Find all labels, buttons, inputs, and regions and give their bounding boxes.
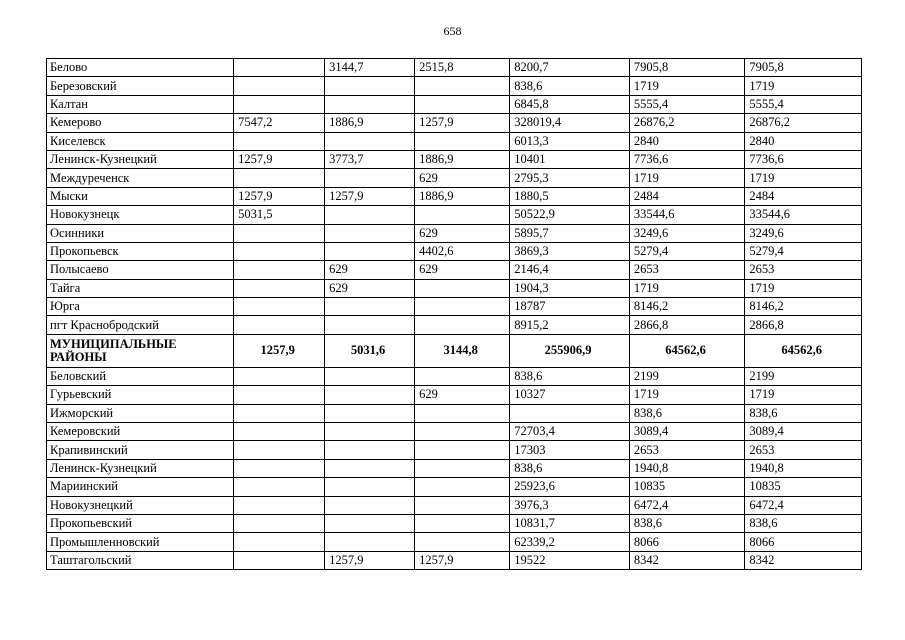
value-cell: 1257,9 (325, 551, 415, 569)
value-cell: 8342 (629, 551, 745, 569)
value-cell: 10835 (629, 478, 745, 496)
value-cell: 8066 (629, 533, 745, 551)
value-cell: 2484 (629, 187, 745, 205)
value-cell: 1886,9 (325, 114, 415, 132)
row-label: Промышленновский (47, 533, 234, 551)
value-cell: 7547,2 (234, 114, 325, 132)
value-cell (325, 423, 415, 441)
value-cell (234, 478, 325, 496)
value-cell: 5279,4 (629, 242, 745, 260)
value-cell (325, 242, 415, 260)
value-cell: 629 (415, 386, 510, 404)
value-cell: 1880,5 (510, 187, 630, 205)
value-cell: 5031,5 (234, 206, 325, 224)
value-cell: 62339,2 (510, 533, 630, 551)
table-row (47, 242, 862, 260)
row-label: Прокопьевск (47, 242, 234, 260)
value-cell (415, 478, 510, 496)
table-row (47, 59, 862, 77)
value-cell (325, 95, 415, 113)
row-label: Осинники (47, 224, 234, 242)
row-label: Таштагольский (47, 551, 234, 569)
value-cell: 2515,8 (415, 59, 510, 77)
value-cell (415, 459, 510, 477)
table-row (47, 334, 862, 367)
value-cell (234, 77, 325, 95)
value-cell (234, 95, 325, 113)
value-cell: 2866,8 (745, 316, 862, 334)
value-cell (325, 298, 415, 316)
value-cell: 2484 (745, 187, 862, 205)
value-cell: 328019,4 (510, 114, 630, 132)
table-row (47, 206, 862, 224)
row-label: Полысаево (47, 261, 234, 279)
value-cell (234, 316, 325, 334)
table-row (47, 132, 862, 150)
value-cell: 72703,4 (510, 423, 630, 441)
value-cell: 3249,6 (629, 224, 745, 242)
page-number: 658 (443, 24, 462, 38)
value-cell (234, 59, 325, 77)
value-cell (325, 459, 415, 477)
value-cell (415, 298, 510, 316)
row-label: МУНИЦИПАЛЬНЫЕ РАЙОНЫ (47, 334, 234, 367)
value-cell (325, 367, 415, 385)
value-cell (415, 367, 510, 385)
value-cell: 2653 (629, 441, 745, 459)
value-cell (234, 367, 325, 385)
value-cell (234, 514, 325, 532)
row-label: Междуреченск (47, 169, 234, 187)
row-label: Ленинск-Кузнецкий (47, 459, 234, 477)
table-row (47, 95, 862, 113)
value-cell: 2199 (745, 367, 862, 385)
value-cell: 3976,3 (510, 496, 630, 514)
value-cell: 838,6 (745, 514, 862, 532)
table-row (47, 367, 862, 385)
value-cell (325, 132, 415, 150)
value-cell (234, 261, 325, 279)
row-label: Новокузнецкий (47, 496, 234, 514)
value-cell: 1257,9 (415, 114, 510, 132)
value-cell: 7905,8 (629, 59, 745, 77)
value-cell (415, 132, 510, 150)
value-cell: 7736,6 (629, 150, 745, 168)
value-cell (325, 386, 415, 404)
table-row (47, 77, 862, 95)
value-cell: 3144,8 (415, 334, 510, 367)
value-cell: 6013,3 (510, 132, 630, 150)
row-label: Гурьевский (47, 386, 234, 404)
value-cell: 3144,7 (325, 59, 415, 77)
value-cell: 1719 (745, 77, 862, 95)
value-cell (234, 441, 325, 459)
value-cell: 1719 (629, 169, 745, 187)
value-cell: 2653 (745, 441, 862, 459)
value-cell (415, 533, 510, 551)
value-cell: 1257,9 (325, 187, 415, 205)
value-cell: 6845,8 (510, 95, 630, 113)
value-cell (415, 496, 510, 514)
value-cell: 8066 (745, 533, 862, 551)
value-cell: 1257,9 (234, 334, 325, 367)
value-cell: 19522 (510, 551, 630, 569)
value-cell: 26876,2 (745, 114, 862, 132)
value-cell (234, 169, 325, 187)
value-cell (325, 404, 415, 422)
value-cell: 838,6 (510, 77, 630, 95)
value-cell: 2146,4 (510, 261, 630, 279)
value-cell: 1886,9 (415, 150, 510, 168)
table-row (47, 224, 862, 242)
value-cell: 1257,9 (415, 551, 510, 569)
value-cell: 3249,6 (745, 224, 862, 242)
row-label: пгт Краснобродский (47, 316, 234, 334)
value-cell: 1904,3 (510, 279, 630, 297)
table-row (47, 478, 862, 496)
value-cell: 1257,9 (234, 187, 325, 205)
row-label: Новокузнецк (47, 206, 234, 224)
value-cell (510, 404, 630, 422)
value-cell: 1886,9 (415, 187, 510, 205)
value-cell: 5031,6 (325, 334, 415, 367)
value-cell: 629 (325, 261, 415, 279)
value-cell: 1940,8 (629, 459, 745, 477)
value-cell (325, 77, 415, 95)
value-cell (415, 95, 510, 113)
value-cell: 64562,6 (745, 334, 862, 367)
value-cell: 2866,8 (629, 316, 745, 334)
value-cell (325, 514, 415, 532)
table-row (47, 459, 862, 477)
value-cell (325, 316, 415, 334)
value-cell (325, 478, 415, 496)
value-cell: 838,6 (629, 514, 745, 532)
value-cell: 838,6 (745, 404, 862, 422)
row-label: Тайга (47, 279, 234, 297)
row-label: Белово (47, 59, 234, 77)
value-cell: 1719 (629, 279, 745, 297)
value-cell: 5555,4 (629, 95, 745, 113)
row-label: Кемерово (47, 114, 234, 132)
data-table (46, 58, 862, 570)
value-cell: 838,6 (510, 459, 630, 477)
row-label: Крапивинский (47, 441, 234, 459)
value-cell (234, 298, 325, 316)
row-label: Ижморский (47, 404, 234, 422)
value-cell (234, 423, 325, 441)
value-cell (415, 206, 510, 224)
value-cell: 2795,3 (510, 169, 630, 187)
value-cell: 1719 (629, 386, 745, 404)
value-cell: 3089,4 (745, 423, 862, 441)
value-cell (234, 279, 325, 297)
value-cell: 8200,7 (510, 59, 630, 77)
row-label: Прокопьевский (47, 514, 234, 532)
value-cell (415, 279, 510, 297)
value-cell: 10835 (745, 478, 862, 496)
value-cell: 255906,9 (510, 334, 630, 367)
table-row (47, 279, 862, 297)
row-label: Кемеровский (47, 423, 234, 441)
value-cell (234, 533, 325, 551)
value-cell (234, 224, 325, 242)
value-cell: 1719 (629, 77, 745, 95)
value-cell: 5555,4 (745, 95, 862, 113)
value-cell: 8146,2 (745, 298, 862, 316)
row-label: Калтан (47, 95, 234, 113)
value-cell: 629 (415, 261, 510, 279)
row-label: Мариинский (47, 478, 234, 496)
table-row (47, 533, 862, 551)
table-row (47, 114, 862, 132)
table-row (47, 150, 862, 168)
table-row (47, 423, 862, 441)
table-row (47, 169, 862, 187)
value-cell (234, 551, 325, 569)
value-cell: 33544,6 (629, 206, 745, 224)
row-label: Беловский (47, 367, 234, 385)
value-cell (234, 242, 325, 260)
value-cell: 8146,2 (629, 298, 745, 316)
value-cell: 18787 (510, 298, 630, 316)
value-cell: 7905,8 (745, 59, 862, 77)
value-cell (325, 533, 415, 551)
value-cell: 26876,2 (629, 114, 745, 132)
row-label: Киселевск (47, 132, 234, 150)
table-row (47, 441, 862, 459)
value-cell: 4402,6 (415, 242, 510, 260)
value-cell: 10831,7 (510, 514, 630, 532)
value-cell (325, 169, 415, 187)
value-cell (234, 386, 325, 404)
value-cell: 629 (325, 279, 415, 297)
table-row (47, 514, 862, 532)
value-cell (415, 441, 510, 459)
value-cell: 10327 (510, 386, 630, 404)
value-cell: 7736,6 (745, 150, 862, 168)
value-cell: 5895,7 (510, 224, 630, 242)
value-cell: 25923,6 (510, 478, 630, 496)
value-cell: 1940,8 (745, 459, 862, 477)
value-cell: 50522,9 (510, 206, 630, 224)
value-cell (415, 316, 510, 334)
value-cell (415, 423, 510, 441)
value-cell (325, 441, 415, 459)
value-cell: 17303 (510, 441, 630, 459)
row-label: Березовский (47, 77, 234, 95)
table-row (47, 496, 862, 514)
value-cell: 33544,6 (745, 206, 862, 224)
value-cell: 838,6 (629, 404, 745, 422)
table-row (47, 261, 862, 279)
value-cell: 3869,3 (510, 242, 630, 260)
table-row (47, 404, 862, 422)
value-cell: 629 (415, 169, 510, 187)
table-row (47, 316, 862, 334)
table-row (47, 187, 862, 205)
value-cell: 629 (415, 224, 510, 242)
table-body (47, 59, 862, 570)
value-cell (234, 404, 325, 422)
value-cell: 2653 (629, 261, 745, 279)
value-cell: 10401 (510, 150, 630, 168)
value-cell: 2199 (629, 367, 745, 385)
value-cell: 8342 (745, 551, 862, 569)
table-row (47, 386, 862, 404)
value-cell: 6472,4 (745, 496, 862, 514)
value-cell (234, 132, 325, 150)
row-label: Ленинск-Кузнецкий (47, 150, 234, 168)
value-cell: 3089,4 (629, 423, 745, 441)
value-cell: 1257,9 (234, 150, 325, 168)
value-cell: 1719 (745, 279, 862, 297)
value-cell (325, 496, 415, 514)
value-cell: 1719 (745, 386, 862, 404)
table-row (47, 551, 862, 569)
value-cell: 5279,4 (745, 242, 862, 260)
table-row (47, 298, 862, 316)
value-cell: 2840 (745, 132, 862, 150)
value-cell: 64562,6 (629, 334, 745, 367)
value-cell (325, 224, 415, 242)
row-label: Юрга (47, 298, 234, 316)
value-cell (415, 77, 510, 95)
value-cell (415, 514, 510, 532)
value-cell: 2653 (745, 261, 862, 279)
value-cell (234, 496, 325, 514)
value-cell: 838,6 (510, 367, 630, 385)
value-cell: 2840 (629, 132, 745, 150)
value-cell: 6472,4 (629, 496, 745, 514)
value-cell: 1719 (745, 169, 862, 187)
value-cell (325, 206, 415, 224)
value-cell: 3773,7 (325, 150, 415, 168)
row-label: Мыски (47, 187, 234, 205)
value-cell (415, 404, 510, 422)
value-cell: 8915,2 (510, 316, 630, 334)
value-cell (234, 459, 325, 477)
